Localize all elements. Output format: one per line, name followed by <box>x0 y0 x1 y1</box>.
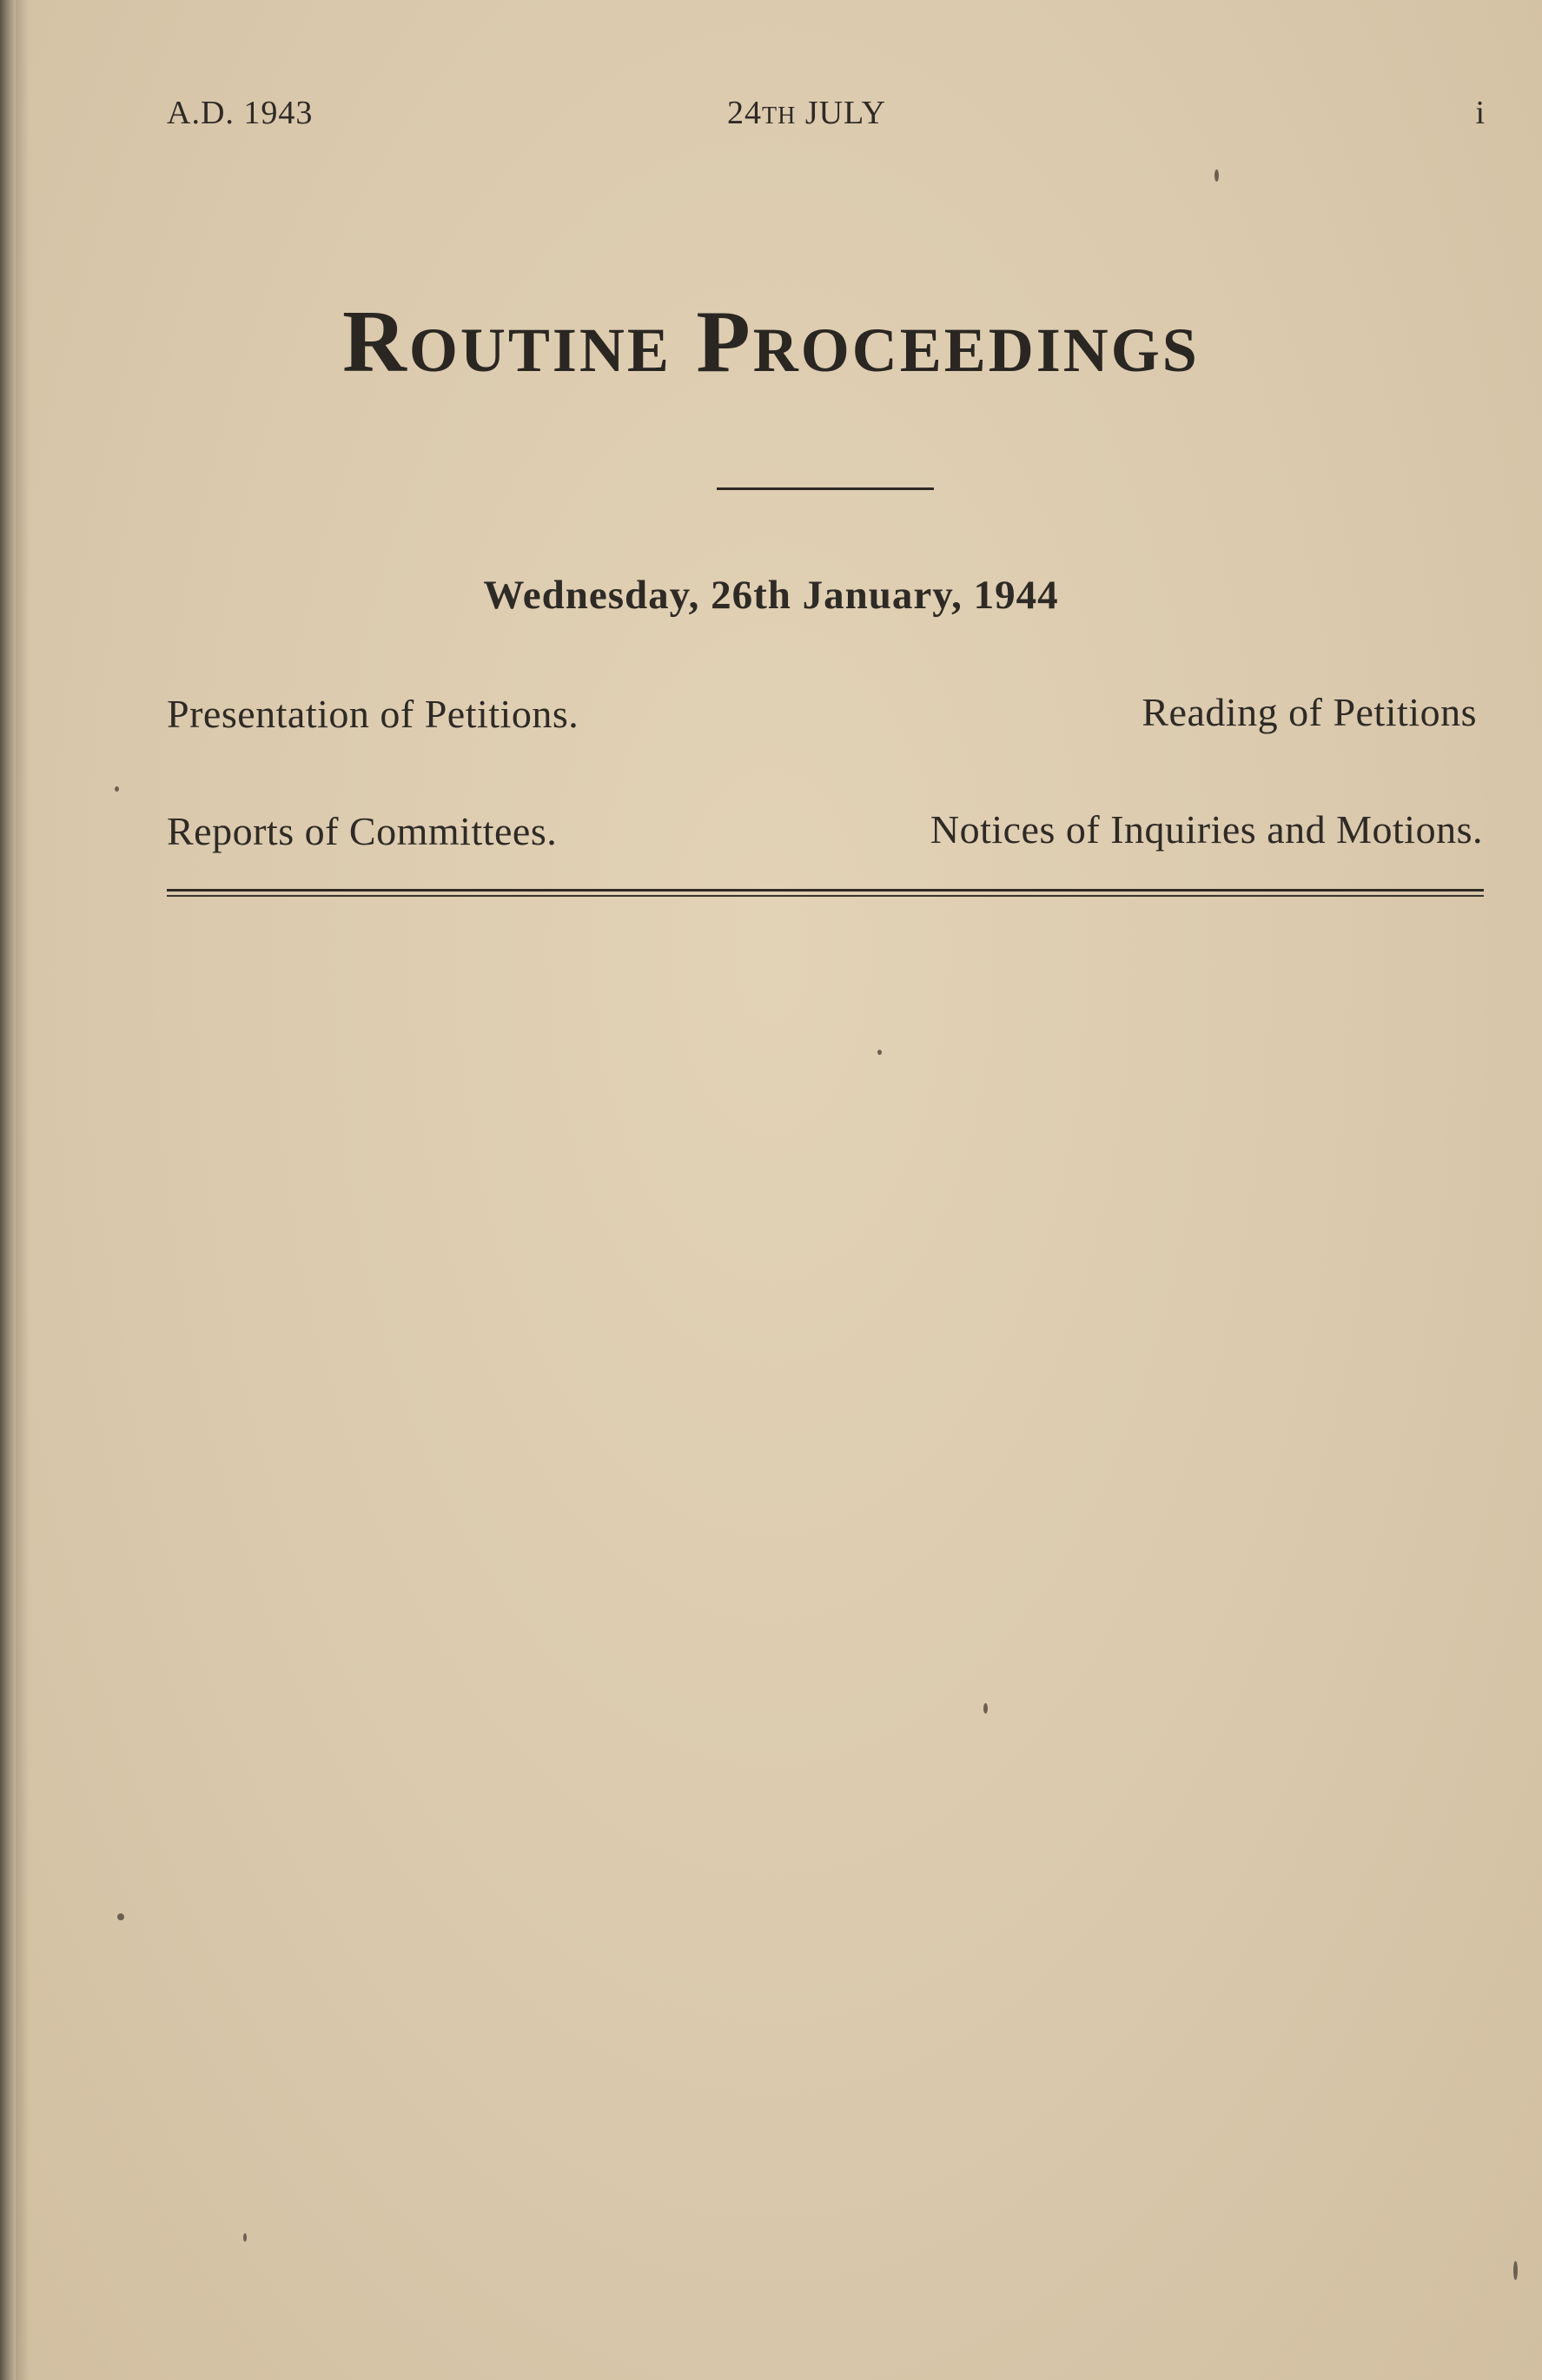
paper-speck <box>243 2233 247 2242</box>
paper-speck <box>1214 169 1219 182</box>
running-head <box>167 94 1486 137</box>
paper-speck <box>115 786 119 792</box>
title-divider <box>717 487 934 490</box>
page-title <box>0 291 1542 393</box>
item-presentation-of-petitions: Presentation of Petitions. <box>167 692 579 736</box>
paper-speck <box>983 1703 988 1714</box>
double-rule-bottom <box>167 895 1484 897</box>
running-head-date <box>727 94 886 132</box>
running-head-year: A.D. 1943 <box>167 95 314 131</box>
running-head-month: JULY <box>796 95 886 131</box>
item-notices-of-inquiries: Notices of Inquiries and Motions. <box>930 807 1483 852</box>
paper-speck <box>117 1913 124 1920</box>
item-reading-of-petitions: Reading of Petitions <box>1142 690 1477 734</box>
title-initial-2: P <box>696 293 753 391</box>
title-initial-1: R <box>342 293 409 391</box>
double-rule-top <box>167 889 1484 892</box>
session-date: Wednesday, 26th January, 1944 <box>483 573 1059 618</box>
section-double-rule <box>167 889 1484 898</box>
item-reports-of-committees: Reports of Committees. <box>167 809 558 853</box>
title-rest-2: ROCEEDINGS <box>752 315 1200 385</box>
page-number: i <box>1475 95 1486 131</box>
paper-speck <box>1513 2261 1518 2280</box>
paper-speck <box>877 1050 882 1055</box>
running-head-day-suffix: TH <box>762 103 797 129</box>
title-rest-1: OUTINE <box>408 315 672 385</box>
running-head-day: 24 <box>727 95 762 131</box>
